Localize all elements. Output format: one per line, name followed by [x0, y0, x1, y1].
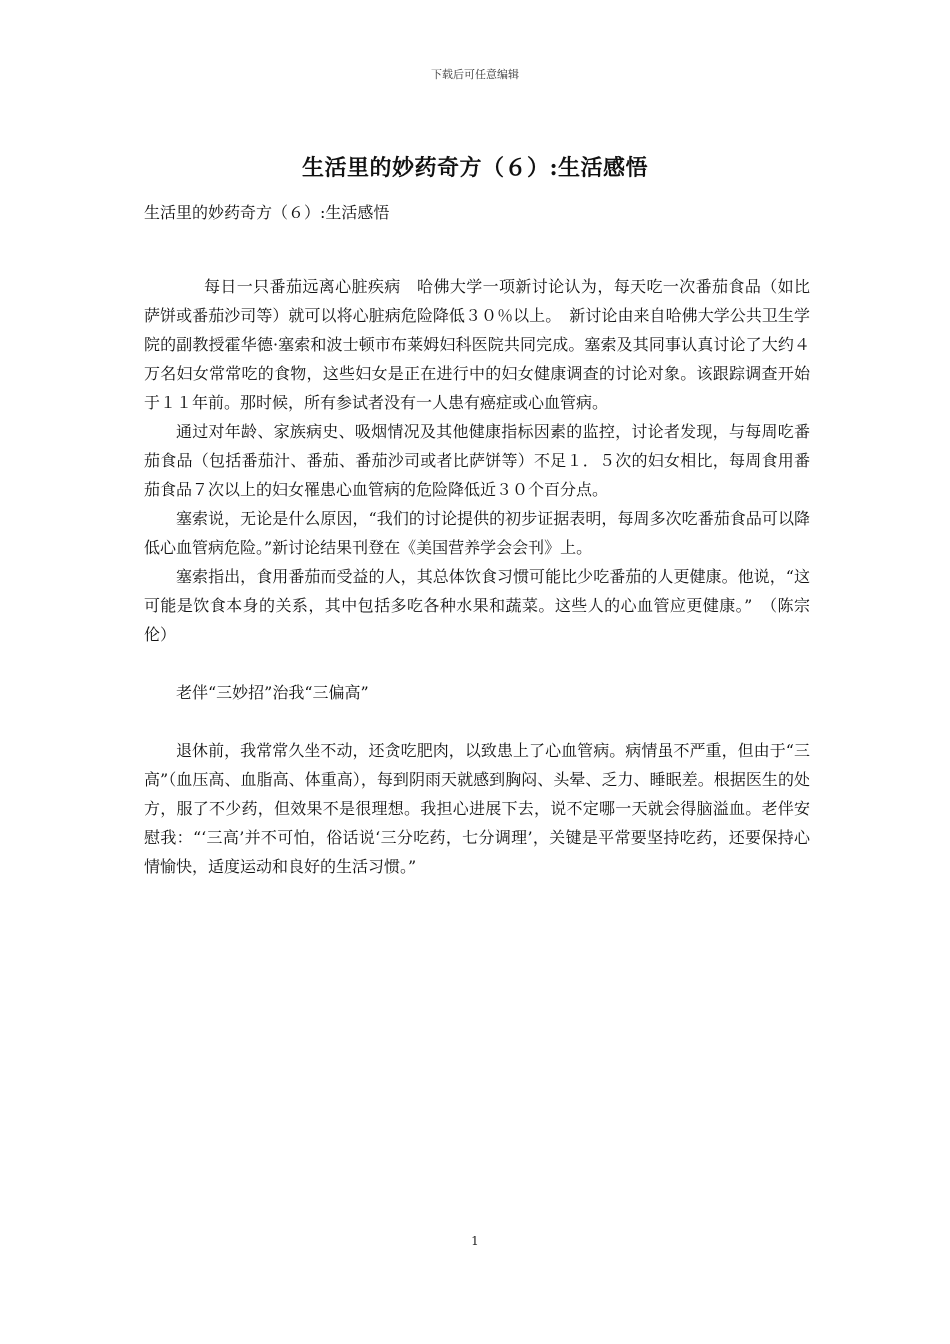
document-title: 生活里的妙药奇方（６）:生活感悟: [301, 155, 649, 181]
page-header-note: 下载后可任意编辑: [431, 68, 519, 81]
document-subtitle: 生活里的妙药奇方（６）:生活感悟: [144, 203, 390, 222]
document-body: [144, 272, 810, 881]
paragraph-diet-habits: 塞索指出，食用番茄而受益的人，其总体饮食习惯可能比少吃番茄的人更健康。他说，“这可能是饮食本身的关系，其中包括多吃各种水果和蔬菜。这些人的心血管应更健康。” （陈宗伦）: [144, 567, 810, 644]
paragraph-study-findings: 通过对年龄、家族病史、吸烟情况及其他健康指标因素的监控，讨论者发现，与每周吃番茄食品（包括番茄汁、番茄、番茄沙司或者比萨饼等）不足１．５次的妇女相比，每周食用番茄食品７次以上的妇女罹患心血管病的危险降低近３０个百分点。: [144, 422, 810, 499]
page-number: 1: [471, 1234, 479, 1248]
section-heading-three-tips: 老伴“三妙招”治我“三偏高”: [176, 683, 369, 702]
paragraph-retirement-story: 退休前，我常常久坐不动，还贪吃肥肉，以致患上了心血管病。病情虽不严重，但由于“三高”（血压高、血脂高、体重高），每到阴雨天就感到胸闷、头晕、乏力、睡眠差。根据医生的处方，服了不少药，但效果不是很理想。我担心进展下去，说不定哪一天就会得脑溢血。老伴安慰我：“‘三高’并不可怕，俗话说‘三分吃药，七分调理’，关键是平常要坚持吃药，还要保持心情愉快，适度运动和良好的生活习惯。”: [144, 741, 810, 876]
paragraph-sesso-quote: 塞索说，无论是什么原因，“我们的讨论提供的初步证据表明，每周多次吃番茄食品可以降低心血管病危险。”新讨论结果刊登在《美国营养学会会刊》上。: [144, 509, 810, 557]
paragraph-tomato-intro: 每日一只番茄远离心脏疾病 哈佛大学一项新讨论认为，每天吃一次番茄食品（如比萨饼或番茄沙司等）就可以将心脏病危险降低３０％以上。 新讨论由来自哈佛大学公共卫生学院的副教授霍华德·塞索和波士顿市布莱姆妇科医院共同完成。塞索及其同事认真讨论了大约４万名妇女常常吃的食物，这些妇女是正在进行中的妇女健康调查的讨论对象。该跟踪调查开始于１１年前。那时候，所有参试者没有一人患有癌症或心血管病。: [144, 277, 810, 412]
